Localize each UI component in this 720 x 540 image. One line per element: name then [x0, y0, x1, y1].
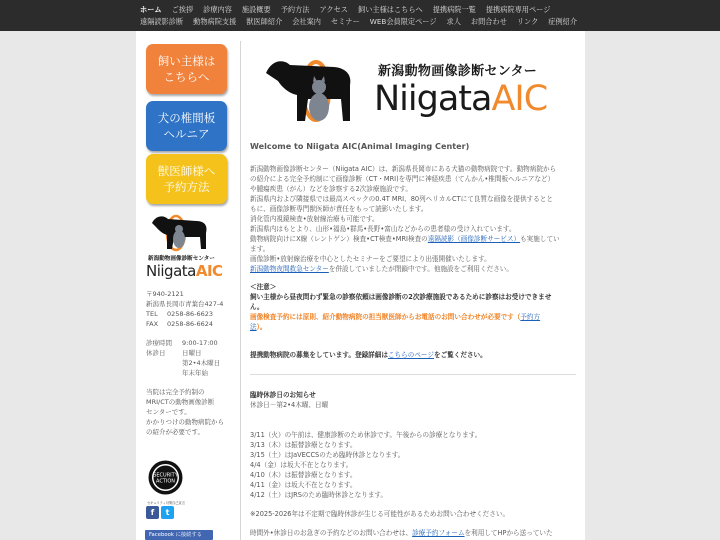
intro-line: もに、画像診断専門獣医師が責任をもって読影いたします。 [250, 205, 428, 213]
fax-number: 0258-86-6624 [167, 320, 214, 328]
emergency-center-link[interactable]: 新潟動物夜間救急センター [250, 265, 329, 273]
referral-notice [146, 387, 224, 437]
remote-reading-line-cont: ます。 [250, 245, 270, 253]
notice-block [250, 282, 578, 332]
nav-jobs[interactable]: 求人 [446, 17, 461, 26]
nav-partner-list[interactable]: 提携病院一覧 [432, 5, 476, 14]
facebook-connect-button[interactable]: Facebook に接続する [145, 530, 213, 540]
nav-vet-intro[interactable]: 獣医師紹介 [246, 17, 283, 26]
welcome-heading: Welcome to Niigata AIC(Animal Imaging Center) [250, 141, 470, 151]
nav-owners[interactable]: 飼い主様はこちらへ [358, 5, 423, 14]
section-divider [250, 374, 576, 375]
holiday-item: 4/10（木）は振替診療となります。 [250, 471, 357, 479]
nav-hospital-support[interactable]: 動物病院支援 [193, 17, 237, 26]
top-nav-row-1 [140, 5, 560, 15]
intro-line: 新潟動物画像診断センター（Niigata AIC）は、新潟県長岡市にある犬猫の動物病院です。動物病院から [250, 165, 557, 173]
referral-notice-line: かかりつけの動物病院から [146, 418, 224, 426]
nav-remote-reading[interactable]: 遠隔読影診断 [140, 17, 184, 26]
vet-reservation-button[interactable] [146, 154, 227, 204]
nav-cases[interactable]: 症例紹介 [548, 17, 578, 26]
tel-number[interactable]: 0258-86-6623 [167, 310, 214, 318]
notice-line-1: 飼い主様から昼夜問わず緊急の診察依頼は画像診断の2次診療施設であるために診察はお受けできませ [250, 293, 552, 301]
after-hours-line: 時間外•休診日のお急ぎの予約などのお問い合わせは、診療予約フォームを利用してHPから送っていた [250, 529, 553, 537]
remote-reading-line: 動物病院向けにX線（レントゲン）検査•CT検査•MRI検査の遠隔読影（画像診断サービス）も実施してい [250, 235, 560, 243]
holiday-item: 4/4（金）は坂大不在となります。 [250, 461, 353, 469]
holiday-title: 臨時休診日のお知らせ [250, 391, 316, 399]
owners-button-label: 飼い主様は こちらへ [157, 54, 216, 84]
notice-title: ＜注意＞ [250, 283, 277, 291]
holiday-subtitle: 休診日－第2•4木曜、日曜 [250, 401, 329, 409]
facebook-share-icon[interactable]: f [146, 506, 159, 519]
disc-hernia-button[interactable] [146, 101, 227, 151]
security-badge-icon [147, 459, 184, 496]
intro-line: や腫瘍疾患（がん）などを診察する2次診療施設です。 [250, 185, 412, 193]
intro-line: 消化管内視鏡検査•放射線治療も可能です。 [250, 215, 379, 223]
dog-cat-logo-icon [146, 207, 228, 255]
holiday-block [250, 390, 578, 410]
nav-contact[interactable]: お問合わせ [470, 17, 507, 26]
main-logo-jp: 新潟動物画像診断センター [378, 64, 538, 79]
reservation-method-link[interactable]: 予約方 [520, 313, 541, 321]
referral-notice-line: 当院は完全予約制の [146, 388, 205, 396]
sidebar-logo-en: NiigataAIC [146, 262, 223, 280]
nav-partner-page[interactable]: 提携病院専用ページ [485, 5, 551, 14]
security-badge-text: セキュリティ対策自己宣言 [147, 501, 185, 505]
svg-text:SECURITY: SECURITY [153, 472, 178, 479]
main-logo [264, 51, 564, 131]
postal-code: 〒940-2121 [146, 290, 184, 298]
security-action-badge[interactable] [147, 459, 185, 505]
sidebar-logo[interactable] [146, 207, 228, 285]
remote-reading-link[interactable]: 遠隔読影（画像診断サービス） [427, 235, 521, 243]
holiday-item: 3/15（土）はJaVECCSのため臨時休診となります。 [250, 451, 405, 459]
svg-text:ACTION: ACTION [155, 478, 176, 485]
notice-line-2: ん。 [250, 303, 264, 311]
tel-label: TEL [146, 310, 158, 318]
nav-members[interactable]: WEB会員限定ページ [369, 17, 437, 26]
recruit-line: 提携動物病院の募集をしています。登録詳細はこちらのページをご覧ください。 [250, 351, 487, 359]
top-nav-row-2 [140, 17, 587, 27]
intro-line: の紹介による完全予約制にて画像診断（CT・MRI)を専門に神経疾患（てんかん•椎間板ヘルニアなど） [250, 175, 555, 183]
nav-reservation[interactable]: 予約方法 [280, 5, 310, 14]
hours-label: 診療時間 [146, 339, 172, 347]
hours-value: 9:00-17:00 [182, 339, 218, 347]
nav-greeting[interactable]: ご挨拶 [171, 5, 194, 14]
nav-links[interactable]: リンク [516, 17, 539, 26]
closed-day-1: 日曜日 [182, 349, 202, 357]
twitter-share-icon[interactable]: t [161, 506, 174, 519]
intro-line: 新潟県内はもとより、山形•福島•群馬•長野•富山などからの患者様の受け入れています。 [250, 225, 516, 233]
referral-notice-line: MRI/CTの動物画像診断 [146, 398, 215, 406]
owners-button[interactable] [146, 44, 227, 94]
reservation-method-link-cont[interactable]: 法 [250, 323, 257, 331]
hours-block [146, 338, 220, 378]
holiday-item: 3/13（木）は振替診療となります。 [250, 441, 357, 449]
emergency-line: 新潟動物夜間救急センターを併設していましたが閉鎖中です。他施設をご利用ください。 [250, 265, 513, 273]
notice-orange-line: 画像検査予約には原則、紹介動物病院の担当獣医師からお電話のお問い合わせが必要です（予約方 [250, 313, 541, 321]
recruit-page-link[interactable]: こちらのページ [387, 351, 434, 359]
page-container [136, 31, 585, 540]
seminar-line: 画像診断•放射線治療を中心としたセミナーをご要望により出張開催いたします。 [250, 255, 491, 263]
nav-home[interactable]: ホーム [140, 5, 162, 14]
holiday-item: 3/11（火）の午前は、健康診断のため休診です。午後からの診療となります。 [250, 431, 482, 439]
holiday-item: 4/12（土）はJRSのため臨時休診となります。 [250, 491, 388, 499]
main-logo-en: NiigataAIC [374, 79, 548, 119]
main-content [250, 31, 578, 540]
nav-company[interactable]: 会社案内 [292, 17, 321, 26]
closed-day-2: 第2•4木曜日 [182, 359, 221, 367]
intro-text [250, 164, 578, 274]
holiday-list [250, 430, 578, 500]
nav-facility[interactable]: 施設概要 [241, 5, 271, 14]
sidebar [136, 31, 236, 540]
intro-line: 新潟県内および隣接県では最高スペックの0.4T MRI、80列ヘリカルCTにて良質な画像を提供するとと [250, 195, 553, 203]
nav-services[interactable]: 診療内容 [203, 5, 232, 14]
address: 新潟県長岡市青葉台427-4 [146, 300, 224, 308]
vet-reservation-button-label: 獣医師様へ 予約方法 [157, 164, 216, 194]
notice-orange-line-cont: 法）。 [250, 323, 267, 331]
closed-label: 休診日 [146, 349, 166, 357]
fax-label: FAX [146, 320, 159, 328]
nav-seminar[interactable]: セミナー [331, 17, 360, 26]
closed-day-3: 年末年始 [182, 369, 208, 377]
top-navigation [0, 0, 720, 31]
referral-notice-line: の紹介が必要です。 [146, 428, 204, 436]
holiday-item: 4/11（金）は坂大不在となります。 [250, 481, 357, 489]
irregular-closure-note: ※2025-2026年は不定期で臨時休診が生じる可能性があるためお問い合わせください。 [250, 510, 510, 518]
reservation-form-link[interactable]: 診療予約フォーム [412, 529, 465, 537]
referral-notice-line: センターです。 [146, 408, 191, 416]
nav-access[interactable]: アクセス [319, 5, 348, 14]
address-block [146, 289, 223, 329]
dog-cat-logo-icon [264, 51, 374, 131]
column-divider [240, 41, 241, 540]
sidebar-logo-jp: 新潟動物画像診断センター [148, 256, 215, 262]
disc-hernia-button-label: 犬の椎間板 ヘルニア [157, 111, 216, 141]
